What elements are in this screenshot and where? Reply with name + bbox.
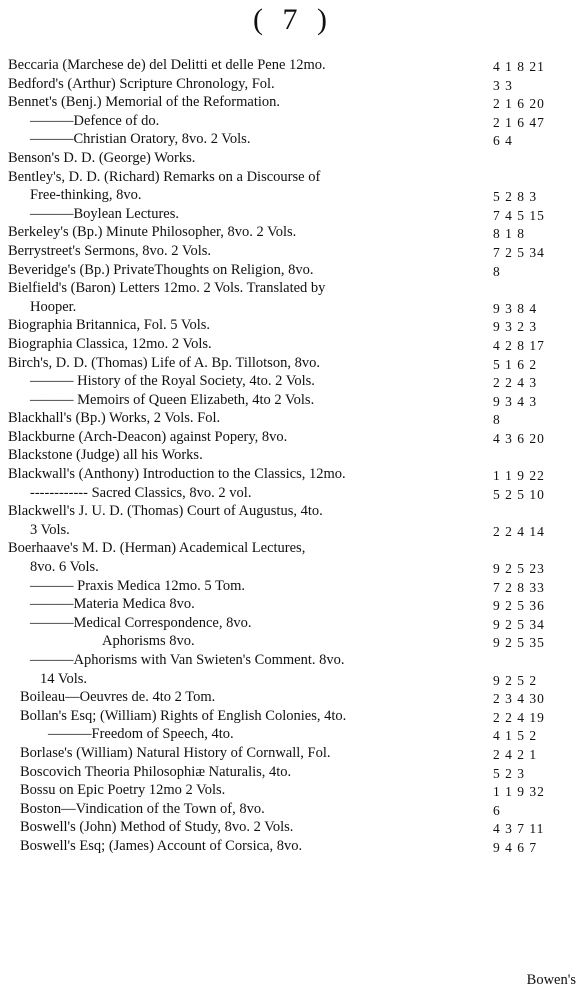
catalogue-entry xyxy=(0,484,586,503)
entry-title: Hooper. xyxy=(30,298,77,315)
entry-numbers: 2 1 6 47 xyxy=(493,114,545,130)
catalogue-entry xyxy=(0,614,586,633)
entry-numbers: 4 3 6 20 xyxy=(493,430,545,446)
entry-title: ———Materia Medica 8vo. xyxy=(30,596,195,613)
page-number: ( 7 ) xyxy=(253,3,333,36)
entry-numbers: 4 3 7 11 xyxy=(493,821,545,837)
entry-title: Bollan's Esq; (William) Rights of English Colonies, 4to. xyxy=(20,707,347,724)
catalogue-entry xyxy=(0,205,586,224)
entry-title: ———Christian Oratory, 8vo. 2 Vols. xyxy=(30,131,251,148)
entry-title: Berkeley's (Bp.) Minute Philosopher, 8vo. 2 Vols. xyxy=(8,224,297,241)
entry-numbers: 2 2 4 3 xyxy=(493,375,538,391)
entry-title: Boileau—Oeuvres de. 4to 2 Tom. xyxy=(20,689,216,706)
entry-title: Blackhall's (Bp.) Works, 2 Vols. Fol. xyxy=(8,410,221,427)
catalogue-entry xyxy=(0,75,586,94)
catalogue-entry xyxy=(0,409,586,428)
entry-title: Bielfield's (Baron) Letters 12mo. 2 Vols. Translated by xyxy=(8,280,326,297)
entry-numbers: 8 xyxy=(493,263,501,279)
catalogue-entry xyxy=(0,279,586,298)
catalogue-entry xyxy=(0,837,586,856)
entry-title: Bentley's, D. D. (Richard) Remarks on a Discourse of xyxy=(8,168,321,185)
entry-title: Birch's, D. D. (Thomas) Life of A. Bp. Tillotson, 8vo. xyxy=(8,354,320,371)
entry-title: 8vo. 6 Vols. xyxy=(30,559,99,576)
entry-title: Biographia Britannica, Fol. 5 Vols. xyxy=(8,317,211,334)
catalogue-entry xyxy=(0,465,586,484)
entry-title: Boswell's (John) Method of Study, 8vo. 2 Vols. xyxy=(20,819,294,836)
catalogue-entry xyxy=(0,763,586,782)
entry-title: Boswell's Esq; (James) Account of Corsica, 8vo. xyxy=(20,837,303,854)
catalogue-entry xyxy=(0,56,586,75)
entry-title: Bennet's (Benj.) Memorial of the Reformation. xyxy=(8,94,281,111)
catalogue-entries xyxy=(0,56,586,856)
catalogue-entry xyxy=(0,539,586,558)
entry-numbers: 9 4 6 7 xyxy=(493,839,538,855)
entry-title: ——— History of the Royal Society, 4to. 2 Vols. xyxy=(30,373,315,390)
entry-numbers: 9 2 5 2 xyxy=(493,672,538,688)
catalogue-entry xyxy=(0,502,586,521)
entry-title: ———Defence of do. xyxy=(30,112,160,129)
entry-numbers: 2 2 4 19 xyxy=(493,709,545,725)
entry-numbers: 5 1 6 2 xyxy=(493,356,538,372)
entry-title: Blackwall's (Anthony) Introduction to the Classics, 12mo. xyxy=(8,466,346,483)
entry-numbers: 7 2 8 33 xyxy=(493,579,545,595)
catalogue-entry xyxy=(0,354,586,373)
entry-numbers: 7 2 5 34 xyxy=(493,244,545,260)
entry-title: ———Medical Correspondence, 8vo. xyxy=(30,614,252,631)
entry-title: 14 Vols. xyxy=(40,670,88,687)
entry-title: Blackburne (Arch-Deacon) against Popery, 8vo. xyxy=(8,428,288,445)
entry-title: ———Boylean Lectures. xyxy=(30,205,179,222)
entry-numbers: 1 1 9 22 xyxy=(493,468,545,484)
catalogue-entry xyxy=(0,149,586,168)
entry-numbers: 9 2 5 36 xyxy=(493,598,545,614)
entry-numbers: 4 2 8 17 xyxy=(493,337,545,353)
entry-title: Boerhaave's M. D. (Herman) Academical Lectures, xyxy=(8,540,306,557)
entry-title: Bedford's (Arthur) Scripture Chronology, Fol. xyxy=(8,75,275,92)
entry-numbers: 9 3 8 4 xyxy=(493,300,538,316)
entry-title: Blackwell's J. U. D. (Thomas) Court of Augustus, 4to. xyxy=(8,503,323,520)
catalogue-entry xyxy=(0,446,586,465)
entry-title: Borlase's (William) Natural History of Cornwall, Fol. xyxy=(20,744,331,761)
entry-numbers: 2 3 4 30 xyxy=(493,691,545,707)
entry-numbers: 2 1 6 20 xyxy=(493,96,545,112)
catalogue-entry xyxy=(0,130,586,149)
catalogue-entry xyxy=(0,595,586,614)
entry-numbers: 9 2 5 35 xyxy=(493,635,545,651)
catalogue-entry xyxy=(0,168,586,187)
catalogue-entry xyxy=(0,558,586,577)
catalogue-entry xyxy=(0,818,586,837)
entry-numbers: 5 2 8 3 xyxy=(493,189,538,205)
entry-numbers: 4 1 8 21 xyxy=(493,59,545,74)
catalogue-entry xyxy=(0,577,586,596)
entry-title: Berrystreet's Sermons, 8vo. 2 Vols. xyxy=(8,242,212,259)
entry-title: Beveridge's (Bp.) PrivateThoughts on Religion, 8vo. xyxy=(8,261,314,278)
entry-title: Free-thinking, 8vo. xyxy=(30,187,142,204)
catalogue-entry xyxy=(0,372,586,391)
catalogue-entry xyxy=(0,261,586,280)
entry-title: Blackstone (Judge) all his Works. xyxy=(8,447,203,464)
entry-numbers: 1 1 9 32 xyxy=(493,784,545,800)
entry-numbers: 9 2 5 23 xyxy=(493,561,545,577)
entry-numbers: 3 3 xyxy=(493,77,513,93)
entry-title: Boston—Vindication of the Town of, 8vo. xyxy=(20,800,265,817)
entry-numbers: 5 2 5 10 xyxy=(493,486,545,502)
catalogue-entry xyxy=(0,688,586,707)
catalogue-entry xyxy=(0,744,586,763)
entry-numbers: 4 1 5 2 xyxy=(493,728,538,744)
entry-title: Bossu on Epic Poetry 12mo 2 Vols. xyxy=(20,782,226,799)
entry-numbers: 2 2 4 14 xyxy=(493,523,545,539)
catalogue-entry xyxy=(0,93,586,112)
entry-numbers: 9 3 4 3 xyxy=(493,393,538,409)
entry-numbers: 6 xyxy=(493,802,501,818)
catalogue-entry xyxy=(0,781,586,800)
entry-numbers: 6 4 xyxy=(493,133,513,149)
catalogue-entry xyxy=(0,651,586,670)
entry-title: Beccaria (Marchese de) del Delitti et delle Pene 12mo. xyxy=(8,57,326,73)
entry-numbers: 9 3 2 3 xyxy=(493,319,538,335)
catalogue-entry xyxy=(0,112,586,131)
entry-title: ——— Praxis Medica 12mo. 5 Tom. xyxy=(30,577,245,594)
entry-title: 3 Vols. xyxy=(30,521,70,538)
catalogue-entry xyxy=(0,428,586,447)
catchword: Bowen's xyxy=(526,972,576,988)
catalogue-entry xyxy=(0,242,586,261)
entry-title: ———Aphorisms with Van Swieten's Comment. 8vo. xyxy=(30,652,345,668)
catalogue-entry xyxy=(0,335,586,354)
entry-title: Aphorisms 8vo. xyxy=(102,633,195,650)
entry-numbers: 8 xyxy=(493,412,501,428)
entry-title: Biographia Classica, 12mo. 2 Vols. xyxy=(8,335,212,352)
catalogue-entry xyxy=(0,316,586,335)
catalogue-entry xyxy=(0,521,586,540)
catalogue-entry xyxy=(0,800,586,819)
catalogue-entry xyxy=(0,186,586,205)
entry-title: ------------ Sacred Classics, 8vo. 2 vol. xyxy=(30,484,252,501)
catalogue-entry xyxy=(0,223,586,242)
entry-title: Boscovich Theoria Philosophiæ Naturalis, 4to. xyxy=(20,763,292,780)
entry-title: Benson's D. D. (George) Works. xyxy=(8,149,196,166)
entry-title: ——— Memoirs of Queen Elizabeth, 4to 2 Vols. xyxy=(30,391,315,408)
catalogue-entry xyxy=(0,632,586,651)
entry-numbers: 5 2 3 xyxy=(493,765,525,781)
entry-title: ———Freedom of Speech, 4to. xyxy=(48,726,234,743)
entry-numbers: 2 4 2 1 xyxy=(493,746,538,762)
entry-numbers: 7 4 5 15 xyxy=(493,207,545,223)
entry-numbers: 8 1 8 xyxy=(493,226,525,242)
catalogue-entry xyxy=(0,725,586,744)
catalogue-entry xyxy=(0,670,586,689)
catalogue-entry xyxy=(0,298,586,317)
catalogue-entry xyxy=(0,391,586,410)
entry-numbers: 9 2 5 34 xyxy=(493,616,545,632)
catalogue-entry xyxy=(0,707,586,726)
